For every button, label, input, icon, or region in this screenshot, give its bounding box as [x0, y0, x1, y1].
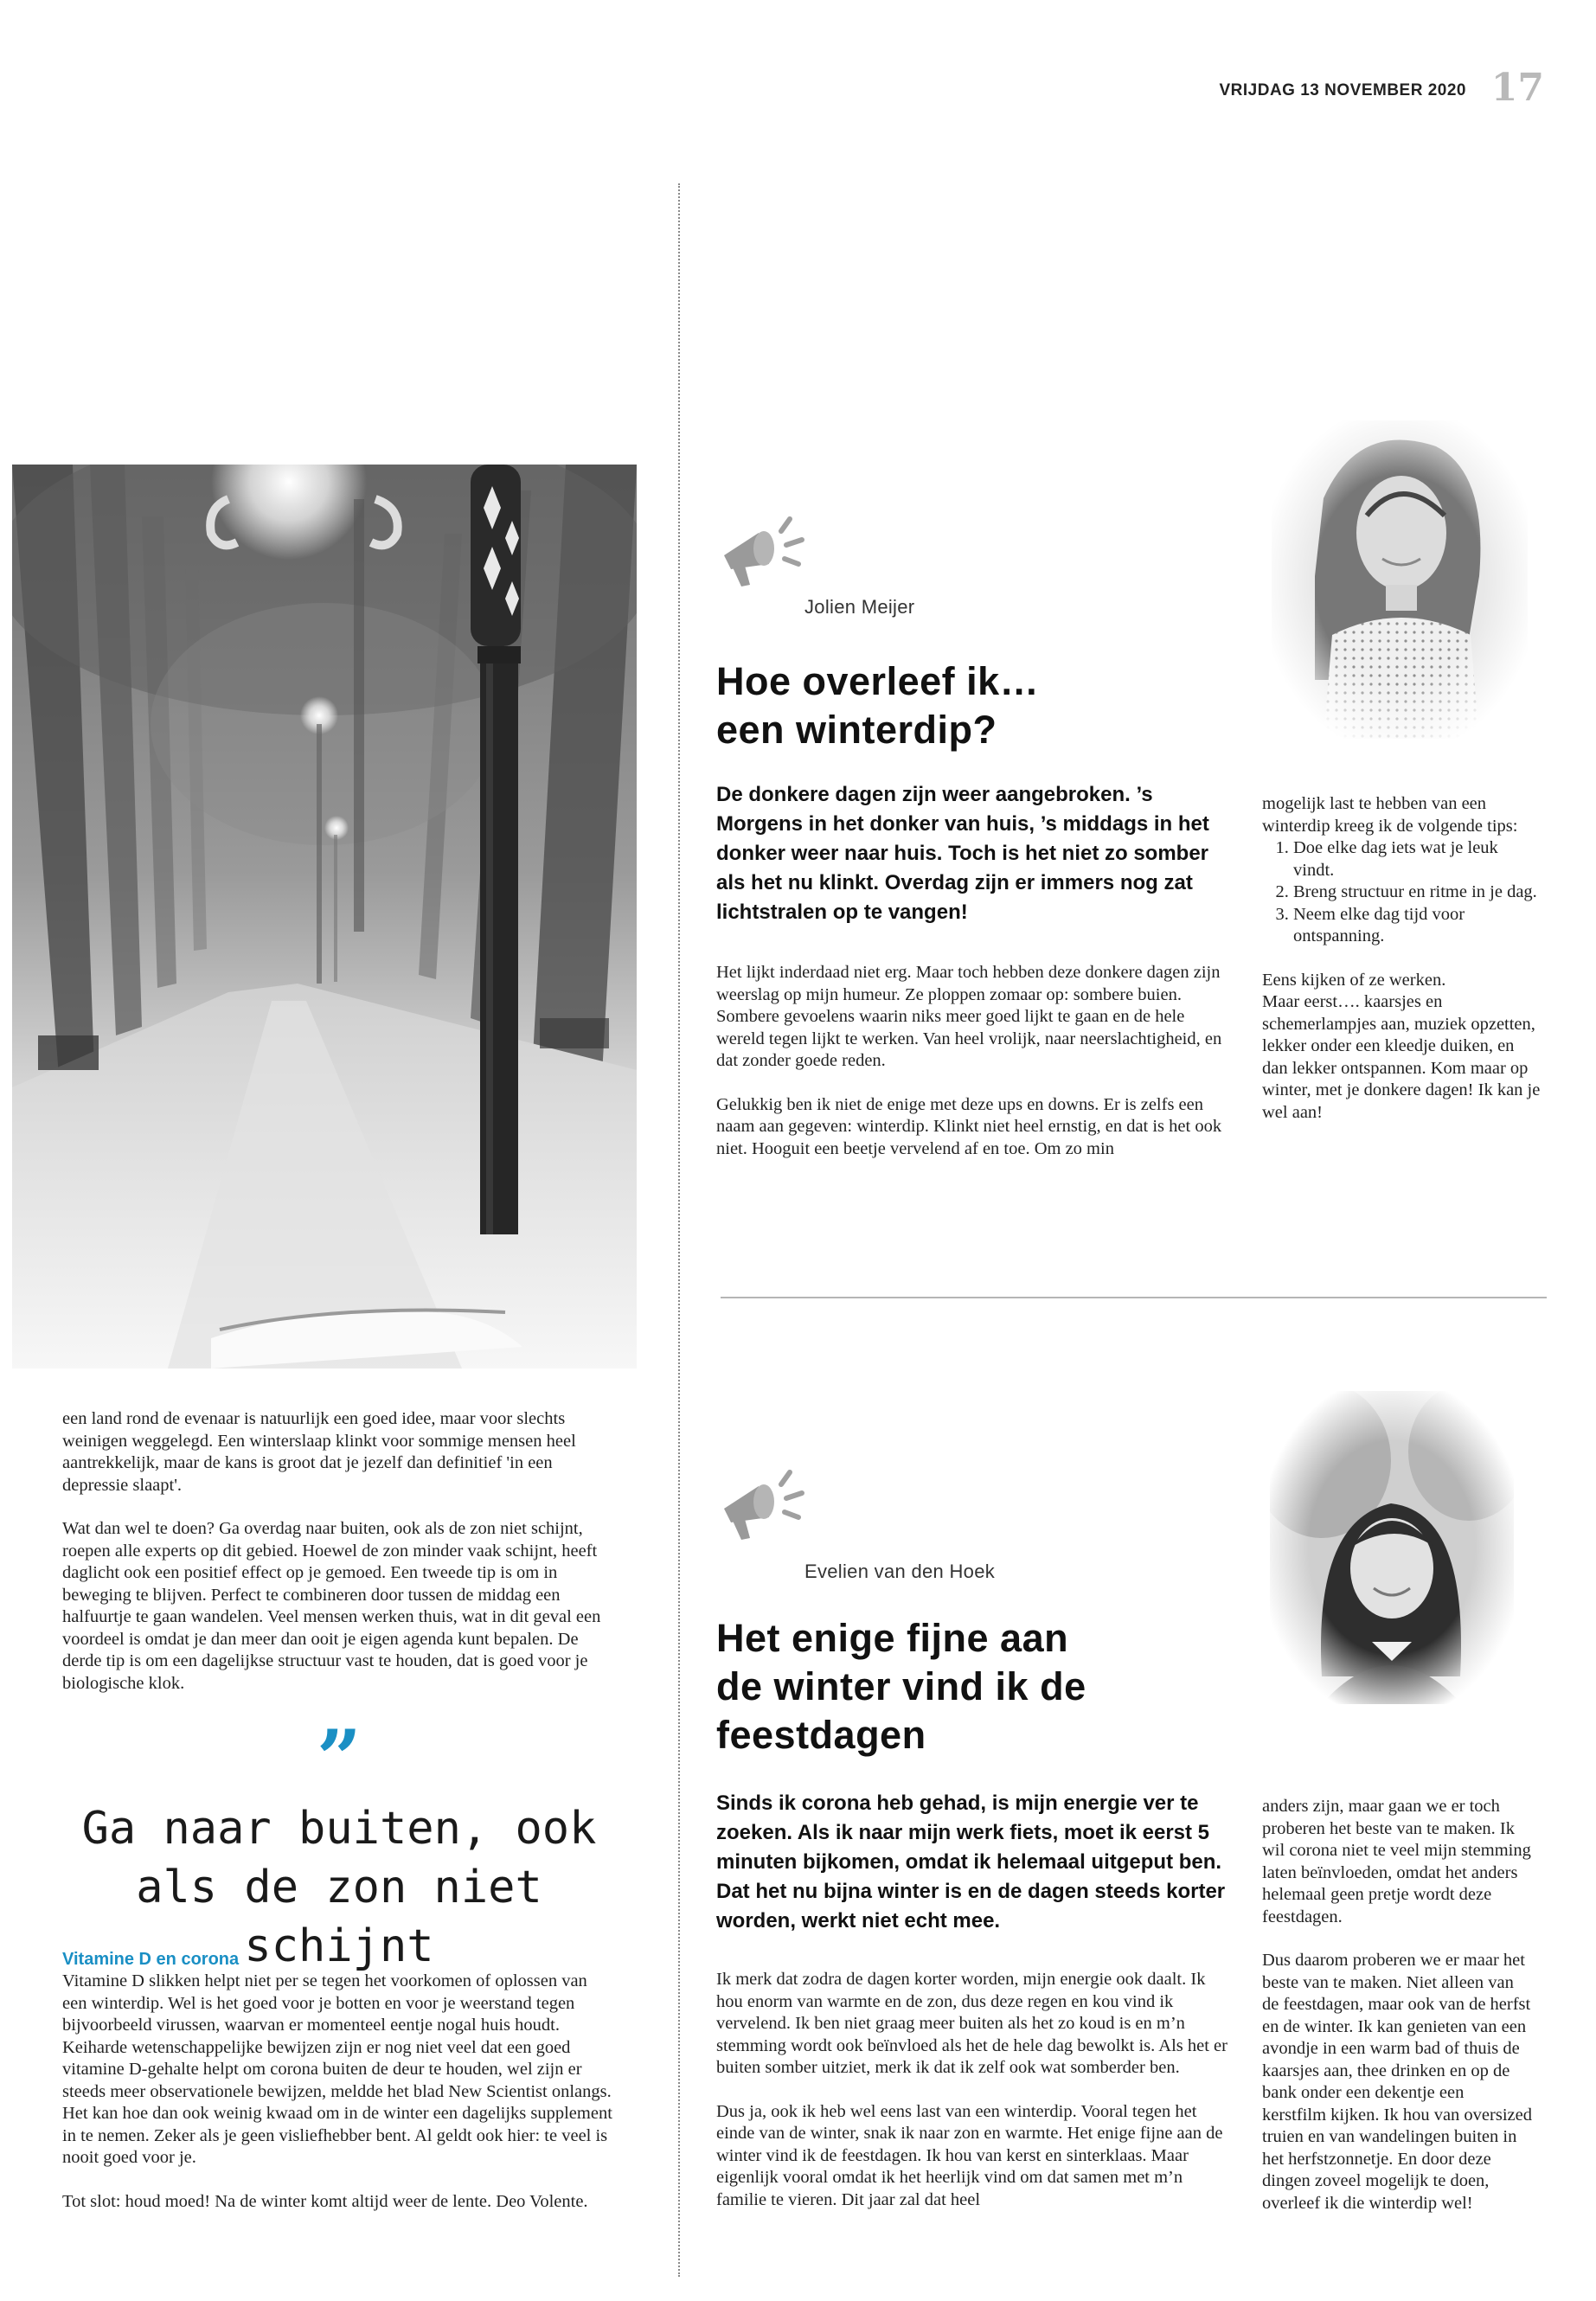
- article-separator: [721, 1297, 1547, 1298]
- article2-headline-line1: Het enige fijne aan: [716, 1616, 1069, 1660]
- article2-headline-line3: feestdagen: [716, 1713, 926, 1757]
- issue-date: VRIJDAG 13 NOVEMBER 2020: [1219, 81, 1466, 99]
- left-paragraph: Tot slot: houd moed! Na de winter komt altijd weer de lente. Deo Volente.: [62, 2191, 588, 2211]
- article1-paragraph: Gelukkig ben ik niet de enige met deze ups en downs. Er is zelfs een naam aan gegeven: winterdip. Klinkt niet heel ernstig, en dat is het ook niet. Hooguit een beetje vervelend af en toe. Om zo min: [716, 1094, 1222, 1158]
- left-paragraph: een land rond de evenaar is natuurlijk een goed idee, maar voor slechts weinigen weggelegd. Een winterslaap klinkt voor sommige mensen heel aantrekkelijk, maar de kans is groot dat je jezelf dan definitief 'in een depressie slaapt'.: [62, 1409, 576, 1495]
- pull-quote: Ga naar buiten, ook als de zon niet schijnt: [81, 1803, 597, 1972]
- jolien-portrait: [1272, 420, 1528, 739]
- article1-lead: De donkere dagen zijn weer aangebroken. ’s Morgens in het donker van huis, ’s middags in het donker weer naar huis. Toch is het niet zo somber als het nu klinkt. Overdag zijn er immers nog zat lichtstralen op te vangen!: [716, 783, 1209, 924]
- vitamin-d-text: [62, 1971, 616, 2234]
- evelien-portrait: [1270, 1391, 1514, 1704]
- article2-lead: Sinds ik corona heb gehad, is mijn energie ver te zoeken. Als ik naar mijn werk fiets, moet ik eerst 5 minuten bijkomen, omdat ik helemaal uitgeput ben. Dat het nu bijna winter is en de dagen steeds korter worden, werkt niet echt mee.: [716, 1791, 1226, 1932]
- column-divider: [678, 183, 680, 2277]
- tips-list: [1262, 837, 1541, 948]
- page-number: 17: [1490, 66, 1544, 110]
- article1-right-column: [1262, 793, 1541, 1145]
- left-paragraph: Wat dan wel te doen? Ga overdag naar buiten, ook als de zon niet schijnt, roepen alle experts op dit gebied. Hoewel de zon minder vaak schijnt, heeft daglicht ook een positief effect op je gemoed. Een tweede tip is om in beweging te blijven. Perfect te combineren door tussen de middag een halfuurtje te gaan wandelen. Veel mensen werken thuis, wat in dit geval een voordeel is omdat je dan meer dan ooit je eigen agenda kunt bepalen. De derde tip is om een dagelijkse structuur vast te houden, dat is goed voor je biologische klok.: [62, 1519, 601, 1693]
- article1-paragraph: Eens kijken of ze werken.: [1262, 970, 1446, 990]
- tip-item: 2. Breng structuur en ritme in je dag.: [1293, 881, 1541, 904]
- left-column-text: [62, 1408, 616, 1716]
- quote-icon: ”: [317, 1713, 362, 1804]
- tip-item: 1. Doe elke dag iets wat je leuk vindt.: [1293, 837, 1541, 881]
- article2-paragraph: Dus daarom proberen we er maar het beste van te maken. Niet alleen van de feestdagen, maar ook van de herfst en de winter. Ik kan genieten van een avondje in een warm bad of thuis de kaarsjes aan, thee drinken en op de bank onder een dekentje een kerstfilm kijken. Ik hou van oversized truien en van wandelingen buiten in het herfstzonnetje. En door deze dingen zoveel mogelijk te doen, overleef ik die winterdip wel!: [1262, 1951, 1532, 2213]
- tips-intro: mogelijk last te hebben van een winterdip kreeg ik de volgende tips:: [1262, 794, 1518, 836]
- article2-paragraph: Ik merk dat zodra de dagen korter worden, mijn energie ook daalt. Ik hou enorm van warmte en de zon, dus deze regen en kou vind ik vervelend. Ik ben niet graag meer buiten als het zo koud is en m’n stemming wordt ook beïnvloed als het de hele dag bewolkt is. Als het er buiten somber uitziet, merk ik dat ik zelf ook wat somberder ben.: [716, 1970, 1227, 2077]
- article1-headline-line1: Hoe overleef ik…: [716, 659, 1040, 703]
- article1-paragraph: Maar eerst…. kaarsjes en schemerlampjes aan, muziek opzetten, lekker onder een kleedje duiken, en dan lekker ontspannen. Kom maar op winter, met je donkere dagen! Ik kan je wel aan!: [1262, 992, 1541, 1122]
- winter-street-photo: [12, 465, 637, 1368]
- article2-headline: [716, 1614, 1086, 1759]
- article2-paragraph: Dus ja, ook ik heb wel eens last van een winterdip. Vooral tegen het einde van de winter, snak ik naar zon en warmte. Het enige fijne aan de winter vind ik de feestdagen. Ik hou van kerst en sinterklaas. Maar eigenlijk vooral omdat ik het heerlijk vind om dat samen met m’n familie te vieren. Dit jaar zal dat heel: [716, 2101, 1223, 2209]
- tip-item: 3. Neem elke dag tijd voor ontspanning.: [1293, 904, 1541, 948]
- article2-author: Evelien van den Hoek: [804, 1561, 996, 1582]
- article1-body: [716, 962, 1235, 1182]
- article2-headline-line2: de winter vind ik de: [716, 1664, 1086, 1708]
- article2-paragraph: anders zijn, maar gaan we er toch proberen het beste van te maken. Ik wil corona niet te veel mijn stemming laten beïnvloeden, omdat het anders helemaal geen pretje wordt deze feestdagen.: [1262, 1797, 1531, 1926]
- article1-paragraph: Het lijkt inderdaad niet erg. Maar toch hebben deze donkere dagen zijn weerslag op mijn humeur. Ze ploppen zomaar op: sombere buien. Sombere gevoelens waarin niks meer goed lijkt te gaan en de hele wereld tegen lijkt te werken. Van heel vrolijk, naar neerslachtigheid, en dat zonder goede reden.: [716, 963, 1222, 1070]
- megaphone-icon: [717, 510, 821, 601]
- article2-body: [716, 1969, 1235, 2233]
- article1-headline-line2: een winterdip?: [716, 708, 997, 752]
- article1-headline: [716, 657, 1039, 754]
- article1-author: Jolien Meijer: [804, 596, 915, 618]
- megaphone-icon: [717, 1464, 821, 1554]
- left-paragraph: Vitamine D slikken helpt niet per se tegen het voorkomen of oplossen van een winterdip. Wel is het goed voor je botten en voor je weerstand tegen bijvoorbeeld virussen, waarvan er momenteel eentje nogal huis houdt. Keiharde wetenschappelijke bewijzen zijn er nog niet veel dat een goed vitamine D-gehalte helpt om corona buiten de deur te houden, wel zijn er steeds meer observationele bewijzen, meldde het blad New Scientist onlangs. Het kan hoe dan ook weinig kwaad om in de winter een dagelijks supplement in te nemen. Zeker als je geen visliefhebber bent. Al geldt ook hier: te veel is nooit goed voor je.: [62, 1971, 612, 2167]
- vitamin-d-heading: Vitamine D en corona: [62, 1950, 240, 1969]
- article2-right-column: [1262, 1796, 1532, 2236]
